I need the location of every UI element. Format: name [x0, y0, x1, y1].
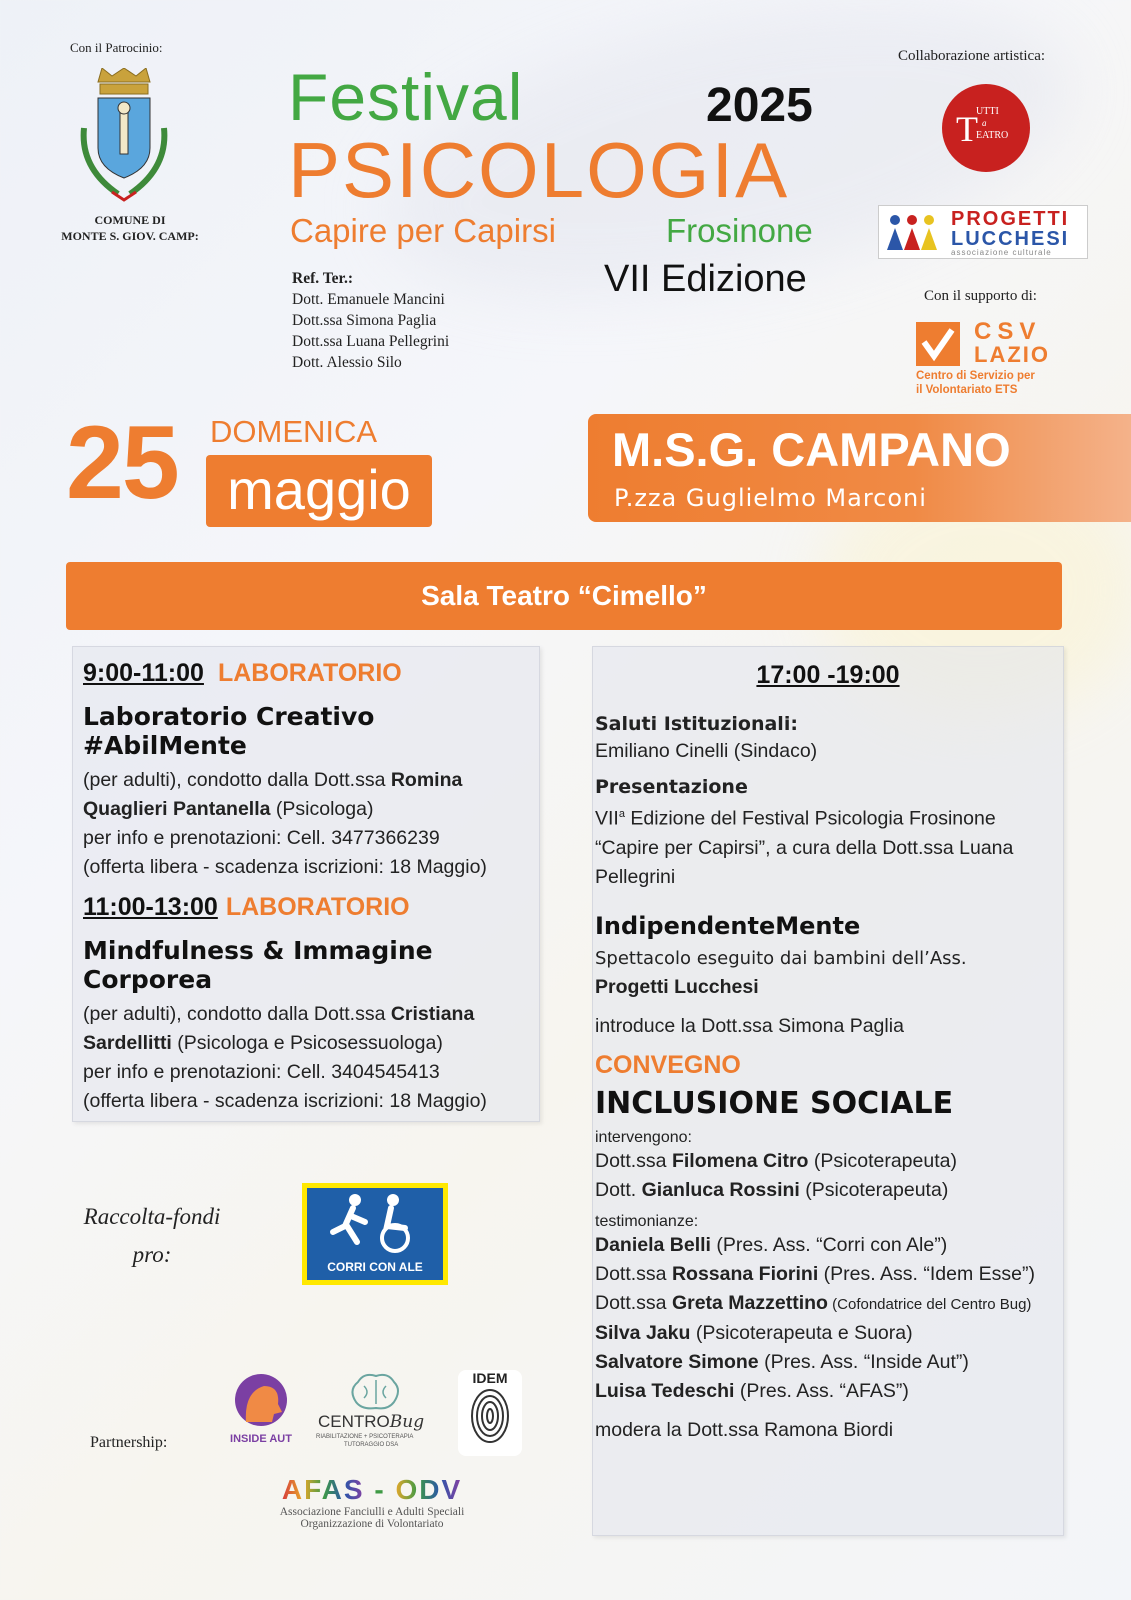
- inside-aut-logo: [228, 1372, 294, 1450]
- referent-name: Dott.ssa Simona Paglia: [292, 312, 437, 329]
- session-time: 9:00-11:00: [83, 659, 204, 687]
- saluti-heading: Saluti Istituzionali:: [595, 713, 798, 735]
- referents: [292, 268, 449, 373]
- comune-line: MONTE S. GIOV. CAMP:: [61, 229, 199, 243]
- testimonial-name: Salvatore Simone: [595, 1350, 759, 1373]
- presentazione-text2: “Capire per Capirsi”, a cura della Dott.ssa Luana Pellegrini: [595, 836, 1014, 888]
- session-host-role: (Psicologa e Psicosessuologa): [171, 1032, 443, 1054]
- intervengono-label: intervengono:: [595, 1128, 692, 1146]
- testimonial: [595, 1260, 1059, 1289]
- convegno-label: CONVEGNO: [595, 1050, 741, 1079]
- testimonial: [595, 1348, 1059, 1377]
- session-info: per info e prenotazioni: Cell. 3477366239: [83, 827, 440, 849]
- presentazione-text: [595, 800, 1059, 834]
- pres-edition: VII: [595, 807, 619, 830]
- afas-separator: -: [364, 1474, 396, 1505]
- csv-sub: il Volontariato ETS: [916, 384, 1018, 396]
- csv-lazio-logo: [916, 318, 1056, 400]
- testimonial-role: (Cofondatrice del Centro Bug): [827, 1295, 1032, 1313]
- day-name: DOMENICA: [210, 414, 378, 449]
- municipal-crest-icon: [78, 68, 170, 208]
- comune-name: [40, 212, 220, 244]
- festival-city: Frosinone: [666, 212, 813, 249]
- lucchesi-text: LUCCHESI: [951, 228, 1070, 250]
- testimonianze-label: testimonianze:: [595, 1212, 699, 1230]
- session-title: Laboratorio Creativo #AbilMente: [83, 702, 375, 760]
- saluti-text: Emiliano Cinelli (Sindaco): [595, 740, 818, 762]
- progetti-sub: associazione culturale: [951, 248, 1052, 257]
- progetti-lucchesi-logo: [878, 205, 1088, 259]
- csv-check-icon: [916, 322, 960, 366]
- session-desc-text: (per adulti), condotto dalla Dott.ssa: [83, 1003, 391, 1025]
- referent-name: Dott. Emanuele Mancini: [292, 291, 445, 308]
- testimonial-title: Dott.ssa: [595, 1262, 672, 1285]
- festival-year: 2025: [706, 79, 813, 132]
- afas-sub: Associazione Fanciulli e Adulti Speciali: [279, 1506, 465, 1518]
- speaker-role: (Psicoterapeuta): [799, 1178, 949, 1201]
- session-type: LABORATORIO: [217, 659, 402, 687]
- afternoon-program-panel: [592, 646, 1064, 1536]
- month-badge: maggio: [206, 455, 432, 527]
- session-host: Cristiana Sardellitti: [83, 1003, 475, 1054]
- testimonial-role: (Pres. Ass. “Corri con Ale”): [710, 1233, 948, 1256]
- logo-text: UTTI: [976, 106, 999, 117]
- testimonial: [595, 1377, 1059, 1406]
- support-label: Con il supporto di:: [924, 288, 1037, 304]
- inside-aut-text: INSIDE AUT: [230, 1433, 292, 1445]
- centro-text: CENTRO: [318, 1412, 390, 1431]
- idem-text: IDEM: [472, 1370, 508, 1386]
- centro-bug-logo: [314, 1372, 438, 1452]
- testimonial-name: Luisa Tedeschi: [595, 1379, 735, 1402]
- logo-text: EATRO: [976, 130, 1009, 141]
- speaker-name: Filomena Citro: [671, 1149, 809, 1172]
- testimonial-title: Dott.ssa: [595, 1291, 672, 1314]
- testimonial-role: (Pres. Ass. “AFAS”): [734, 1379, 909, 1402]
- pres-text: Edizione del Festival Psicologia Frosinone: [624, 807, 996, 830]
- fundraising-line: pro:: [132, 1242, 172, 1267]
- program-body: [595, 713, 1059, 1445]
- centro-bug-text: [318, 1412, 424, 1432]
- session-block: [83, 893, 533, 1116]
- people-icon: [885, 212, 939, 252]
- centro-bug-sub: RIABILITAZIONE + PSICOTERAPIA: [316, 1434, 414, 1440]
- afas-text: AFAS: [281, 1474, 365, 1505]
- centro-bug-sub: TUTORAGGIO DSA: [344, 1442, 399, 1448]
- runner-wheelchair-icon: [325, 1192, 425, 1254]
- indipendentemente-title: IndipendenteMente: [595, 911, 861, 940]
- afas-sub: Organizzazione di Volontariato: [300, 1518, 444, 1530]
- session-block: [83, 659, 533, 882]
- speaker-role: (Psicoterapeuta): [808, 1149, 957, 1172]
- session-info: per info e prenotazioni: Cell. 3404545413: [83, 1061, 440, 1083]
- csv-sub: Centro di Servizio per: [916, 370, 1035, 382]
- session-host: Romina Quaglieri Pantanella: [83, 769, 463, 820]
- testimonial-role: (Pres. Ass. “Idem Esse”): [818, 1262, 1035, 1285]
- venue-banner: Sala Teatro “Cimello”: [66, 562, 1062, 630]
- testimonial-name: Rossana Fiorini: [671, 1262, 819, 1285]
- logo-letter: T: [956, 109, 978, 149]
- afas-odv-logo: [262, 1474, 482, 1530]
- session-desc-text: (per adulti), condotto dalla Dott.ssa: [83, 769, 391, 791]
- session-title: Mindfulness & Immagine Corporea: [83, 936, 433, 994]
- location-address: P.zza Guglielmo Marconi: [614, 484, 927, 512]
- festival-title: Festival: [288, 60, 524, 134]
- testimonial-role: (Pres. Ass. “Inside Aut”): [758, 1350, 969, 1373]
- comune-line: COMUNE DI: [94, 213, 166, 227]
- speaker-title: Dott.: [595, 1178, 642, 1201]
- session-offer: (offerta libera - scadenza iscrizioni: 18 Maggio): [83, 1090, 487, 1112]
- morning-sessions-panel: [72, 646, 540, 1122]
- session-description: [83, 766, 533, 824]
- partnership-label: Partnership:: [90, 1434, 168, 1451]
- speaker-title: Dott.ssa: [595, 1149, 672, 1172]
- bug-text: Bug: [389, 1412, 425, 1432]
- tutti-a-teatro-logo: [942, 84, 1030, 172]
- brain-icon: [348, 1372, 402, 1412]
- logo-text: a: [982, 118, 987, 128]
- idem-logo: [458, 1370, 522, 1456]
- testimonial-name: Silva Jaku: [595, 1321, 691, 1344]
- referents-heading: Ref. Ter.:: [292, 270, 353, 287]
- pres-sup: a: [618, 808, 625, 820]
- festival-subtitle: Capire per Capirsi: [290, 212, 556, 249]
- fundraising-line: Raccolta-fondi: [83, 1204, 221, 1229]
- moderator: modera la Dott.ssa Ramona Biordi: [595, 1418, 894, 1441]
- program-time: 17:00 -19:00: [756, 661, 900, 689]
- testimonial-name: Daniela Belli: [595, 1233, 711, 1256]
- location-name: M.S.G. CAMPANO: [612, 423, 1011, 476]
- testimonial: [595, 1319, 1059, 1348]
- show-text: Spettacolo eseguito dai bambini dell’Ass.: [595, 947, 967, 969]
- afas-title: [262, 1474, 482, 1506]
- presentazione-heading: Presentazione: [595, 776, 748, 798]
- patronage-label: Con il Patrocinio:: [70, 40, 163, 55]
- odv-text: ODV: [395, 1474, 463, 1505]
- referent-name: Dott. Alessio Silo: [292, 354, 402, 371]
- session-type: LABORATORIO: [225, 893, 410, 921]
- fundraising-label: [72, 1198, 232, 1274]
- referent-name: Dott.ssa Luana Pellegrini: [292, 333, 450, 350]
- festival-psicologia: PSICOLOGIA: [288, 126, 790, 214]
- speaker-name: Gianluca Rossini: [641, 1178, 800, 1201]
- head-profile-icon: [228, 1372, 294, 1428]
- festival-edition: VII Edizione: [604, 258, 807, 300]
- session-host-role: (Psicologa): [270, 798, 374, 820]
- corri-text: CORRI CON ALE: [327, 1260, 423, 1274]
- convegno-title: INCLUSIONE SOCIALE: [595, 1085, 954, 1121]
- csv-text: CSV: [974, 318, 1042, 345]
- testimonial-role: (Psicoterapeuta e Suora): [690, 1321, 913, 1344]
- progetti-text: PROGETTI: [951, 208, 1070, 230]
- fingerprint-icon: [468, 1386, 512, 1446]
- corri-con-ale-logo: [302, 1183, 448, 1285]
- testimonial: [595, 1231, 1059, 1260]
- show-association: Progetti Lucchesi: [595, 975, 759, 998]
- lazio-text: LAZIO: [974, 342, 1050, 367]
- session-description: [83, 1000, 533, 1058]
- session-offer: (offerta libera - scadenza iscrizioni: 18 Maggio): [83, 856, 487, 878]
- testimonial: [595, 1289, 1059, 1319]
- speaker: [595, 1176, 1059, 1205]
- day-number: 25: [66, 405, 178, 521]
- testimonial-name: Greta Mazzettino: [671, 1291, 828, 1314]
- show-intro: introduce la Dott.ssa Simona Paglia: [595, 1014, 904, 1037]
- session-time: 11:00-13:00: [83, 893, 218, 921]
- speaker: [595, 1147, 1059, 1176]
- collaboration-label: Collaborazione artistica:: [898, 48, 1046, 64]
